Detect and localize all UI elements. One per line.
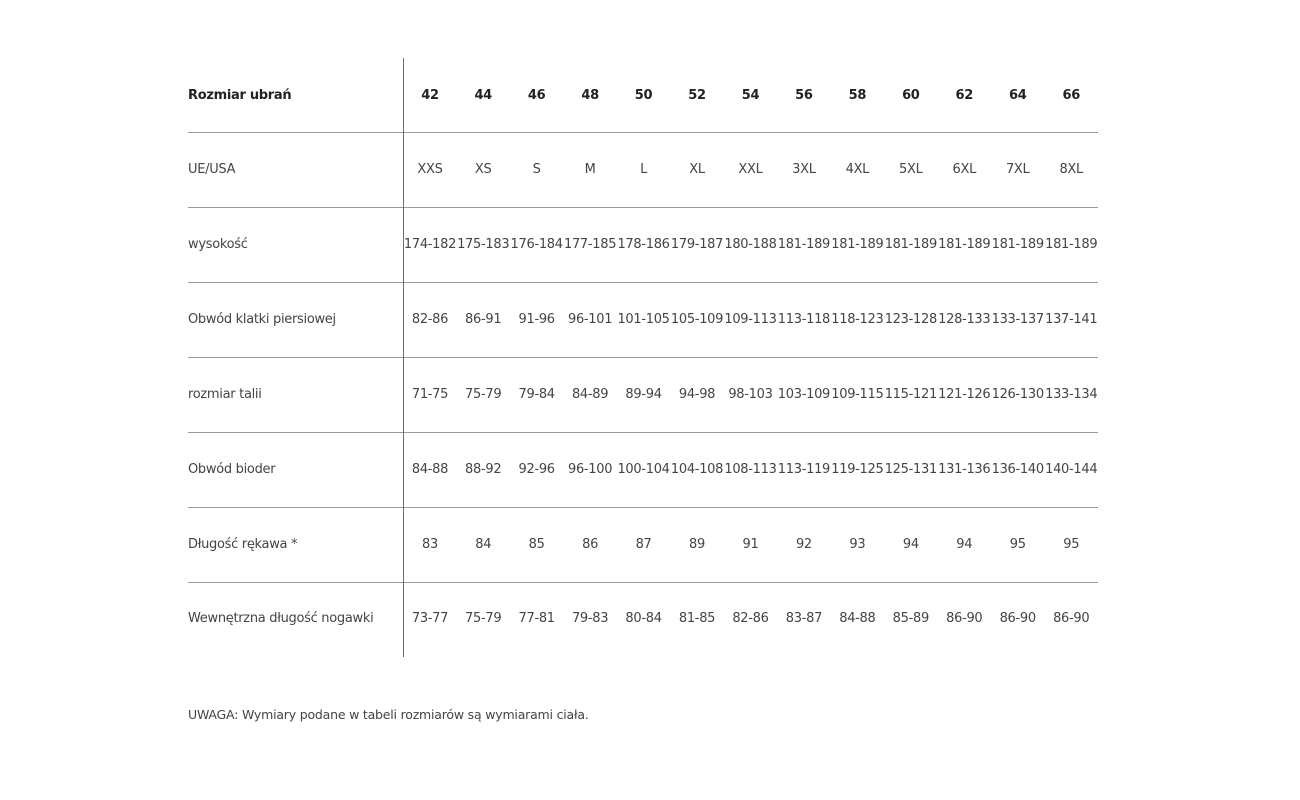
table-cell: 174-182 — [403, 207, 456, 282]
size-header-cell: 50 — [634, 88, 653, 104]
table-cell: 86 — [563, 507, 616, 582]
table-cell: 108-113 — [724, 432, 777, 507]
table-cell: L — [617, 132, 670, 207]
size-header-cell: 44 — [474, 88, 492, 104]
table-cell: 177-185 — [563, 207, 616, 282]
table-cell: 80-84 — [617, 582, 670, 655]
table-cell: 115-121 — [884, 357, 937, 432]
table-cell: 125-131 — [884, 432, 937, 507]
table-cell: 133-137 — [991, 282, 1044, 357]
table-cell: 89-94 — [617, 357, 670, 432]
row-label: Długość rękawa * — [188, 507, 403, 582]
table-cell: 96-101 — [563, 282, 616, 357]
table-cell: 119-125 — [831, 432, 884, 507]
table-cell: 137-141 — [1044, 282, 1098, 357]
table-cell: XL — [670, 132, 723, 207]
table-cell: 6XL — [938, 132, 991, 207]
table-cell: 181-189 — [884, 207, 937, 282]
table-cell: XS — [456, 132, 509, 207]
table-row — [188, 357, 1098, 432]
table-cell: 79-84 — [510, 357, 563, 432]
table-cell: 87 — [617, 507, 670, 582]
table-cell: 176-184 — [510, 207, 563, 282]
table-cell: 73-77 — [403, 582, 456, 655]
table-cell: 104-108 — [670, 432, 723, 507]
size-header-cell: 62 — [955, 88, 974, 104]
table-cell: 92 — [777, 507, 830, 582]
table-cell: 128-133 — [938, 282, 991, 357]
size-header-cell: 48 — [581, 88, 599, 104]
table-cell: 94 — [884, 507, 937, 582]
table-cell: 181-189 — [938, 207, 991, 282]
table-cell: 93 — [831, 507, 884, 582]
table-cell: 123-128 — [884, 282, 937, 357]
table-cell: 82-86 — [724, 582, 777, 655]
table-cell: 181-189 — [777, 207, 830, 282]
table-cell: XXS — [403, 132, 456, 207]
note-text: UWAGA: Wymiary podane w tabeli rozmiarów są wymiarami ciała. — [188, 707, 589, 722]
table-cell: 94-98 — [670, 357, 723, 432]
table-cell: 96-100 — [563, 432, 616, 507]
table-cell: 71-75 — [403, 357, 456, 432]
table-cell: 86-90 — [991, 582, 1044, 655]
table-cell: 178-186 — [617, 207, 670, 282]
table-cell: 92-96 — [510, 432, 563, 507]
table-cell: 180-188 — [724, 207, 777, 282]
table-cell: 133-134 — [1044, 357, 1098, 432]
row-label: Obwód klatki piersiowej — [188, 282, 403, 357]
table-cell: 113-118 — [777, 282, 830, 357]
table-cell: 85 — [510, 507, 563, 582]
table-cell: 118-123 — [831, 282, 884, 357]
table-cell: 109-115 — [831, 357, 884, 432]
table-cell: 4XL — [831, 132, 884, 207]
table-cell: 181-189 — [831, 207, 884, 282]
header-row — [188, 58, 1098, 132]
size-header-cell: 56 — [795, 88, 813, 104]
size-header-cell: 52 — [688, 88, 706, 104]
table-row — [188, 432, 1098, 507]
table-cell: 82-86 — [403, 282, 456, 357]
table-cell: 113-119 — [777, 432, 830, 507]
size-header-cell: 64 — [1008, 88, 1027, 104]
table-cell: 101-105 — [617, 282, 670, 357]
table-cell: XXL — [724, 132, 777, 207]
table-cell: 121-126 — [938, 357, 991, 432]
table-cell: 5XL — [884, 132, 937, 207]
table-row — [188, 207, 1098, 282]
size-header-cell: 60 — [902, 88, 920, 104]
header-label: Rozmiar ubrań — [188, 58, 403, 132]
table-cell: 81-85 — [670, 582, 723, 655]
size-chart-table — [188, 58, 1098, 655]
table-cell: 3XL — [777, 132, 830, 207]
table-cell: 95 — [1044, 507, 1098, 582]
table-cell: 95 — [991, 507, 1044, 582]
table-cell: 98-103 — [724, 357, 777, 432]
table-cell: 85-89 — [884, 582, 937, 655]
table-cell: 94 — [938, 507, 991, 582]
table-cell: 84-89 — [563, 357, 616, 432]
table-cell: 105-109 — [670, 282, 723, 357]
table-row — [188, 582, 1098, 655]
table-cell: M — [563, 132, 616, 207]
table-cell: 126-130 — [991, 357, 1044, 432]
table-cell: 77-81 — [510, 582, 563, 655]
table-cell: 83 — [403, 507, 456, 582]
table-cell: 91-96 — [510, 282, 563, 357]
table-row — [188, 282, 1098, 357]
table-cell: 88-92 — [456, 432, 509, 507]
table-cell: 179-187 — [670, 207, 723, 282]
table-cell: 84 — [456, 507, 509, 582]
table-row — [188, 507, 1098, 582]
table-cell: 86-90 — [938, 582, 991, 655]
table-row — [188, 132, 1098, 207]
table-cell: 175-183 — [456, 207, 509, 282]
table-cell: 89 — [670, 507, 723, 582]
row-label: UE/USA — [188, 132, 403, 207]
table-cell: 86-91 — [456, 282, 509, 357]
table-cell: 86-90 — [1044, 582, 1098, 655]
table-cell: S — [510, 132, 563, 207]
table-cell: 83-87 — [777, 582, 830, 655]
size-header-cell: 66 — [1062, 88, 1080, 104]
table-cell: 140-144 — [1044, 432, 1098, 507]
table-cell: 84-88 — [831, 582, 884, 655]
table-cell: 8XL — [1044, 132, 1098, 207]
table-cell: 181-189 — [991, 207, 1044, 282]
size-header-cell: 42 — [421, 88, 439, 104]
table-cell: 131-136 — [938, 432, 991, 507]
table-cell: 75-79 — [456, 582, 509, 655]
table-cell: 103-109 — [777, 357, 830, 432]
row-label: Wewnętrzna długość nogawki — [188, 582, 403, 655]
table-cell: 79-83 — [563, 582, 616, 655]
row-label: wysokość — [188, 207, 403, 282]
table-cell: 7XL — [991, 132, 1044, 207]
table-cell: 181-189 — [1044, 207, 1098, 282]
table-cell: 109-113 — [724, 282, 777, 357]
table-cell: 75-79 — [456, 357, 509, 432]
table-cell: 84-88 — [403, 432, 456, 507]
table-cell: 91 — [724, 507, 777, 582]
row-label: rozmiar talii — [188, 357, 403, 432]
row-label: Obwód bioder — [188, 432, 403, 507]
column-divider — [403, 640, 404, 657]
size-header-cell: 46 — [527, 88, 546, 104]
table-cell: 100-104 — [617, 432, 670, 507]
size-header-cell: 54 — [741, 88, 760, 104]
table-cell: 136-140 — [991, 432, 1044, 507]
size-header-cell: 58 — [848, 88, 867, 104]
